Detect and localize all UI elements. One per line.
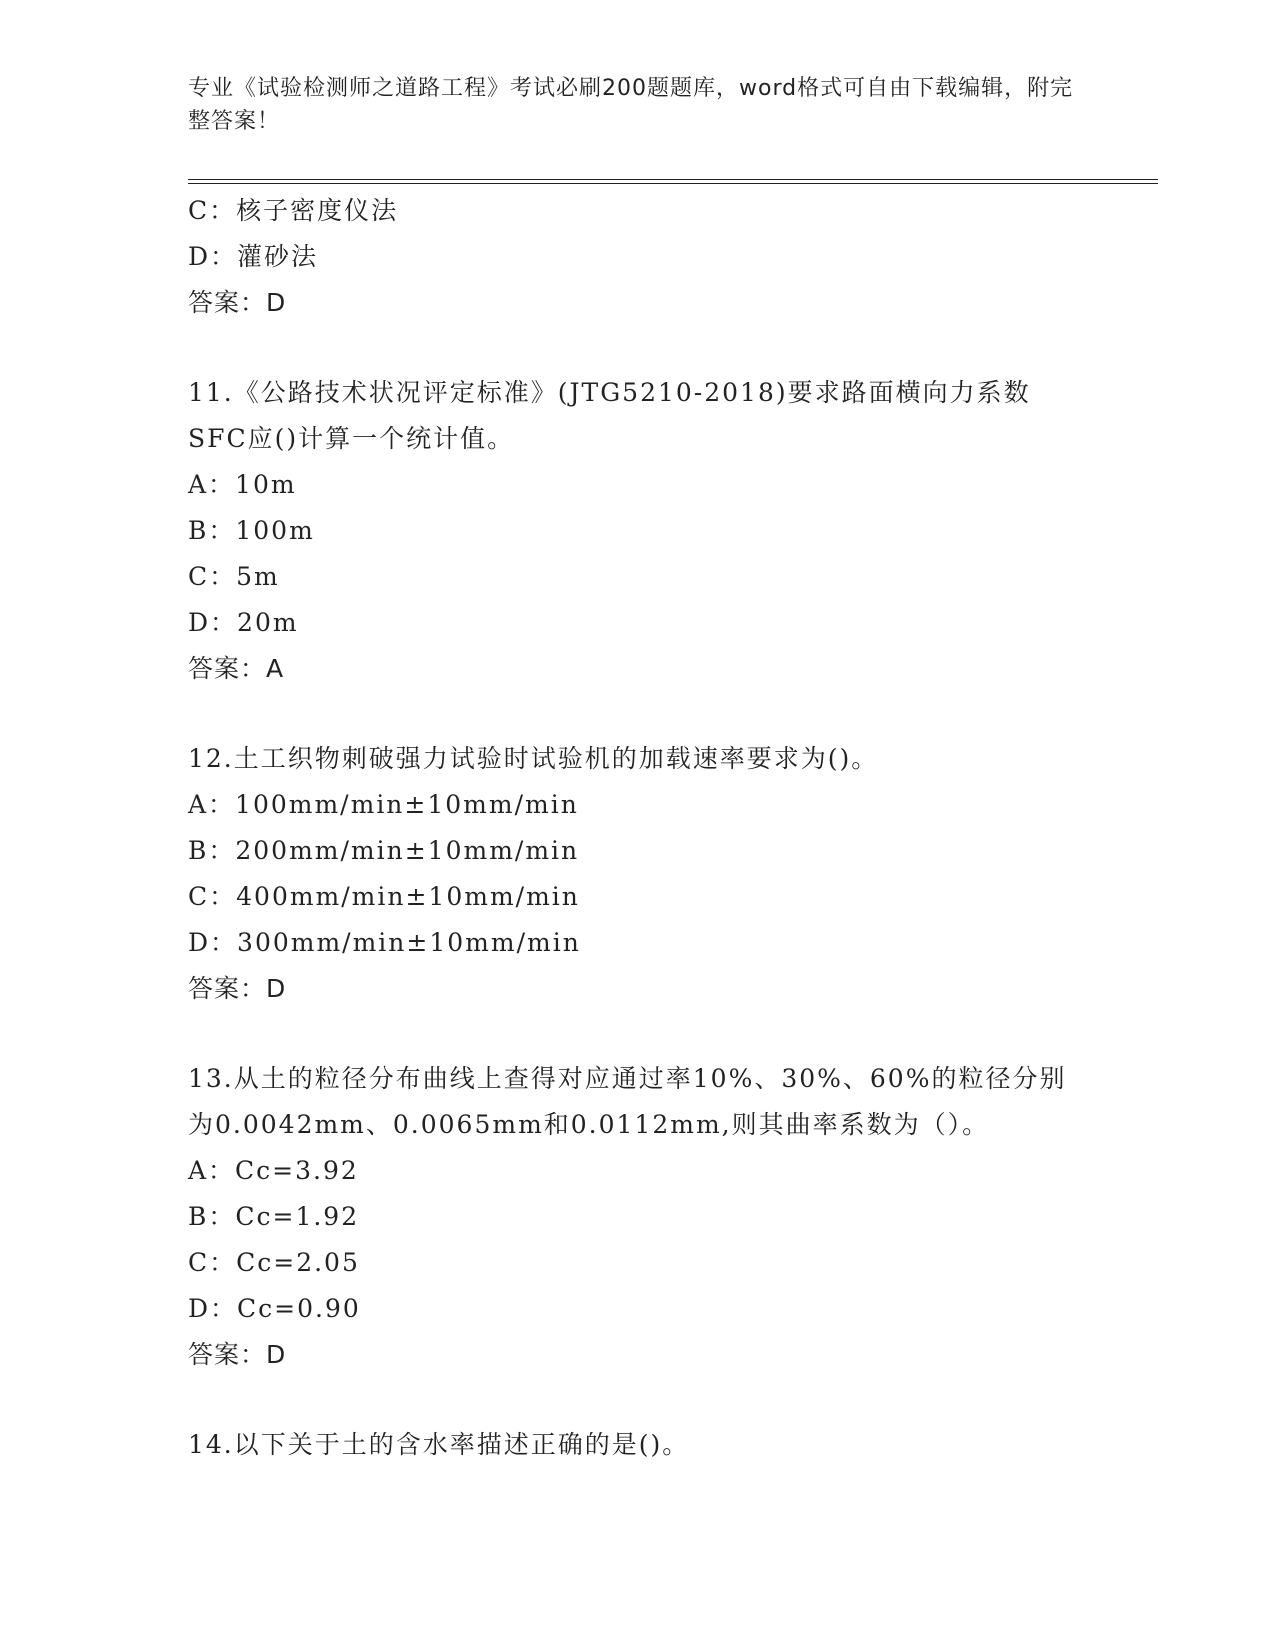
option-b: B：Cc=1.92 bbox=[188, 1202, 360, 1231]
question-stem-continued: SFC应()计算一个统计值。 bbox=[188, 424, 515, 453]
header-divider bbox=[188, 179, 1158, 180]
question-block-prev bbox=[188, 188, 1088, 326]
option-d: D：300mm/min±10mm/min bbox=[188, 928, 581, 957]
spacer bbox=[188, 692, 1088, 736]
answer-value: A bbox=[266, 654, 285, 683]
answer-label: 答案： bbox=[188, 974, 267, 1003]
answer-line bbox=[188, 646, 1088, 692]
question-stem: 13.从土的粒径分布曲线上查得对应通过率10%、30%、60%的粒径分别 bbox=[188, 1064, 1067, 1093]
question-block-14 bbox=[188, 1422, 1088, 1468]
option-a: A：10m bbox=[188, 470, 297, 499]
option-a: A：Cc=3.92 bbox=[188, 1156, 359, 1185]
option-c: C：5m bbox=[188, 562, 280, 591]
option-c: C：核子密度仪法 bbox=[188, 196, 399, 225]
option-c: C：400mm/min±10mm/min bbox=[188, 882, 580, 911]
answer-value: D bbox=[266, 1340, 287, 1369]
option-b: B：100m bbox=[188, 516, 315, 545]
question-stem-continued: 为0.0042mm、0.0065mm和0.0112mm,则其曲率系数为（）。 bbox=[188, 1110, 990, 1139]
option-d: D：灌砂法 bbox=[188, 242, 319, 271]
document-header: 专业《试验检测师之道路工程》考试必刷200题题库，word格式可自由下载编辑，附完整答案！ bbox=[188, 76, 1074, 134]
answer-line bbox=[188, 280, 1088, 326]
answer-label: 答案： bbox=[188, 1340, 267, 1369]
option-b: B：200mm/min±10mm/min bbox=[188, 836, 580, 865]
answer-label: 答案： bbox=[188, 654, 267, 683]
question-stem: 12.土工织物刺破强力试验时试验机的加载速率要求为()。 bbox=[188, 744, 879, 773]
spacer bbox=[188, 1012, 1088, 1056]
answer-line bbox=[188, 966, 1088, 1012]
answer-value: D bbox=[266, 288, 287, 317]
option-c: C：Cc=2.05 bbox=[188, 1248, 360, 1277]
question-block-13 bbox=[188, 1056, 1088, 1378]
option-d: D：20m bbox=[188, 608, 299, 637]
answer-line bbox=[188, 1332, 1088, 1378]
spacer bbox=[188, 1378, 1088, 1422]
question-block-11 bbox=[188, 370, 1088, 692]
header-divider-secondary bbox=[188, 183, 1158, 184]
question-list bbox=[188, 188, 1088, 1468]
answer-value: D bbox=[266, 974, 287, 1003]
question-block-12 bbox=[188, 736, 1088, 1012]
answer-label: 答案： bbox=[188, 288, 267, 317]
question-stem: 11.《公路技术状况评定标准》(JTG5210-2018)要求路面横向力系数 bbox=[188, 378, 1031, 407]
spacer bbox=[188, 326, 1088, 370]
option-a: A：100mm/min±10mm/min bbox=[188, 790, 579, 819]
option-d: D：Cc=0.90 bbox=[188, 1294, 361, 1323]
question-stem: 14.以下关于土的含水率描述正确的是()。 bbox=[188, 1430, 690, 1459]
